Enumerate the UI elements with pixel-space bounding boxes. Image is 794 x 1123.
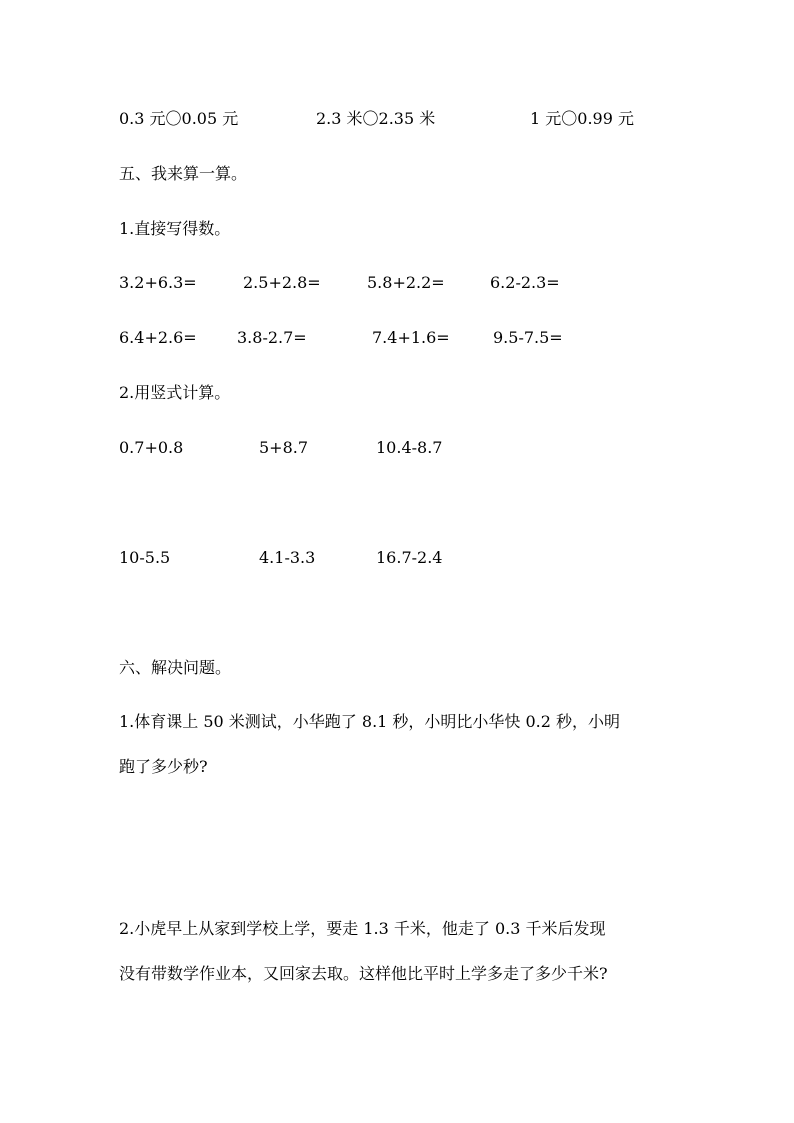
problem-1-line-2: 跑了多少秒?	[119, 757, 208, 776]
mental-calc-item: 5.8+2.2=	[367, 273, 445, 292]
mental-calc-item: 6.4+2.6=	[119, 328, 197, 347]
section-5-q1-title: 1.直接写得数。	[119, 219, 231, 238]
mental-calc-item: 9.5-7.5=	[493, 328, 563, 347]
vertical-calc-item: 10.4-8.7	[376, 438, 443, 457]
section-6-title: 六、解决问题。	[119, 658, 232, 677]
section-5-title: 五、我来算一算。	[119, 164, 248, 183]
compare-item-2: 2.3 米〇2.35 米	[316, 109, 436, 128]
compare-item-3: 1 元〇0.99 元	[530, 109, 634, 128]
vertical-calc-item: 10-5.5	[119, 548, 171, 567]
mental-calc-item: 6.2-2.3=	[490, 273, 560, 292]
problem-1-line-1: 1.体育课上 50 米测试，小华跑了 8.1 秒，小明比小华快 0.2 秒，小明	[119, 712, 621, 731]
problem-2-line-1: 2.小虎早上从家到学校上学，要走 1.3 千米，他走了 0.3 千米后发现	[119, 919, 606, 938]
vertical-calc-item: 5+8.7	[259, 438, 309, 457]
problem-2-line-2: 没有带数学作业本，又回家去取。这样他比平时上学多走了多少千米?	[119, 964, 608, 983]
section-5-q2-title: 2.用竖式计算。	[119, 383, 231, 402]
mental-calc-item: 3.2+6.3=	[119, 273, 197, 292]
vertical-calc-item: 16.7-2.4	[376, 548, 443, 567]
mental-calc-item: 2.5+2.8=	[243, 273, 321, 292]
vertical-calc-item: 4.1-3.3	[259, 548, 316, 567]
vertical-calc-item: 0.7+0.8	[119, 438, 184, 457]
mental-calc-item: 7.4+1.6=	[372, 328, 450, 347]
mental-calc-item: 3.8-2.7=	[237, 328, 307, 347]
compare-item-1: 0.3 元〇0.05 元	[119, 109, 239, 128]
